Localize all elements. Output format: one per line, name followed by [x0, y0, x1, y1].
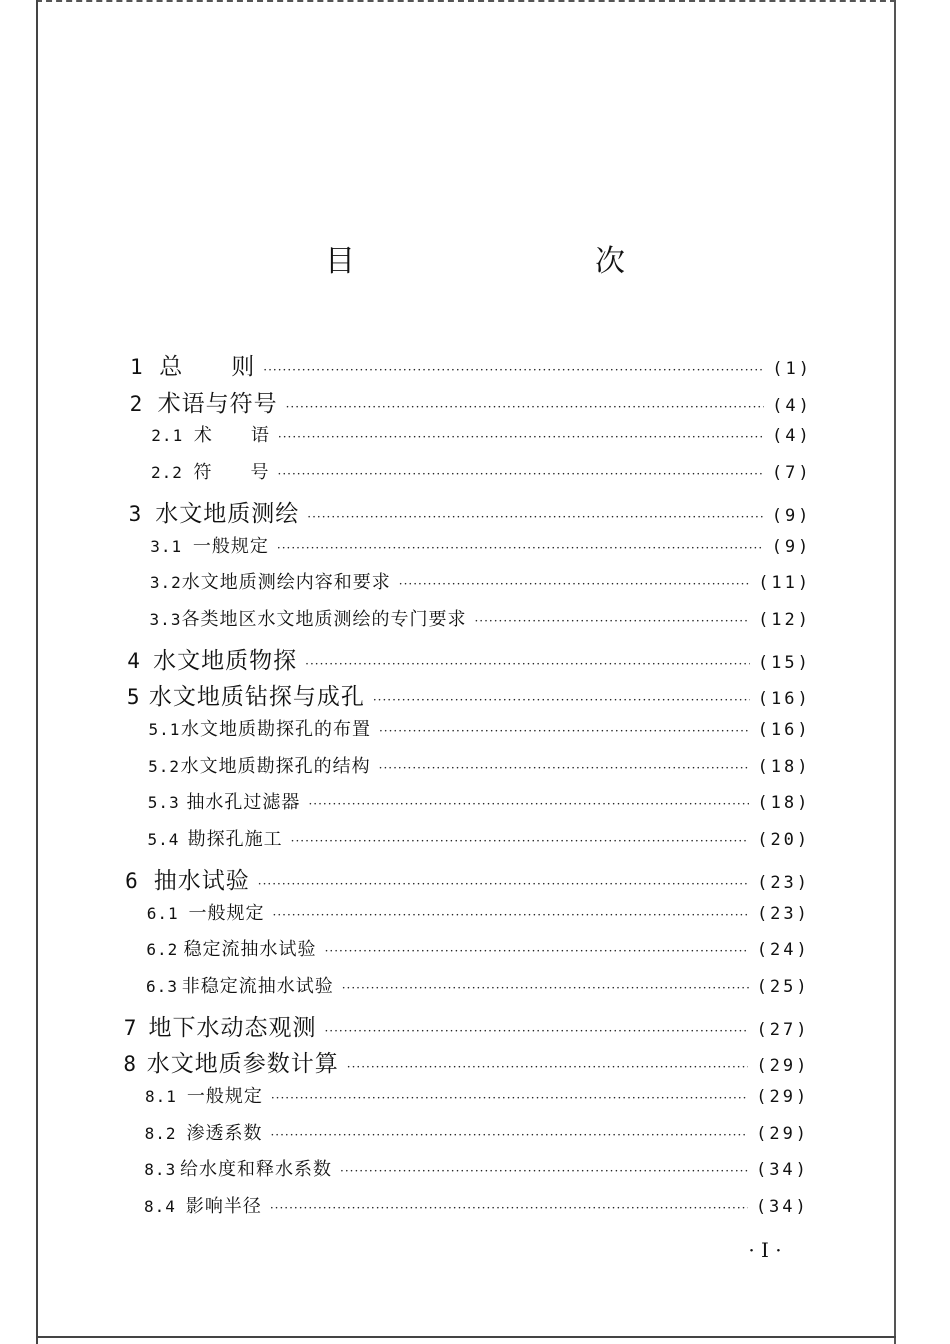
- toc-entry-page: (1): [772, 359, 812, 379]
- toc-entry-title: 一般规定: [186, 1086, 263, 1107]
- toc-entry-number: 4: [127, 648, 140, 673]
- toc-entry-title: 一般规定: [188, 902, 265, 924]
- toc-dot-leader: [278, 467, 764, 481]
- toc-entry-number: 6.3: [146, 976, 178, 996]
- toc-subentry: [150, 605, 811, 641]
- toc-dot-leader: [324, 1024, 748, 1038]
- toc-subentry: [146, 972, 810, 1008]
- scan-border-top: [36, 0, 896, 2]
- toc-dot-leader: [373, 693, 750, 707]
- toc-entry-page: (4): [772, 395, 812, 416]
- toc-subentry: [148, 788, 811, 824]
- toc-subentry: [147, 899, 810, 935]
- toc-entry-number: 5: [126, 685, 140, 710]
- toc-entry-number: 3.1: [150, 536, 183, 556]
- toc-entry-number: 3.3: [149, 609, 182, 629]
- toc-entry-title: 各类地区水文地质测绘的专门要求: [181, 608, 467, 630]
- toc-dot-leader: [325, 944, 749, 958]
- toc-subentry: [146, 935, 809, 971]
- toc-entry-title: 水文地质勘探孔的布置: [180, 719, 371, 740]
- page-folio: · I ·: [748, 1238, 782, 1262]
- toc-subentry: [145, 1119, 809, 1155]
- toc-subentry: [147, 825, 810, 861]
- toc-entry-page: (29): [756, 1087, 810, 1107]
- toc-entry-title: 术 语: [193, 425, 270, 447]
- toc-entry: [127, 642, 811, 678]
- toc-entry-number: 6: [125, 868, 138, 893]
- toc-subentry: [144, 1155, 809, 1191]
- toc-entry-title: 抽水孔过滤器: [186, 792, 301, 814]
- toc-entry-number: 2.2: [150, 463, 183, 483]
- page-title: 目 次: [325, 244, 685, 279]
- toc-dot-leader: [277, 541, 764, 555]
- toc-entry-number: 8.1: [145, 1087, 177, 1106]
- toc-entry-page: (25): [756, 976, 810, 997]
- toc-entry-page: (34): [755, 1160, 809, 1181]
- toc-entry-title: 水文地质钻探与成孔: [148, 684, 365, 711]
- toc-entry: [130, 385, 812, 421]
- toc-subentry: [148, 752, 810, 788]
- toc-entry-page: (7): [771, 463, 812, 484]
- toc-subentry: [144, 1192, 809, 1228]
- toc-entry-number: 2.1: [151, 426, 184, 446]
- toc-entry-page: (29): [756, 1056, 810, 1077]
- toc-entry-page: (12): [758, 609, 812, 630]
- toc-dot-leader: [270, 1201, 748, 1215]
- toc-entry-number: 3: [128, 501, 142, 526]
- toc-entry-title: 总 则: [159, 354, 256, 380]
- toc-entry: [124, 1009, 810, 1045]
- toc-entry-page: (34): [755, 1197, 809, 1218]
- toc-subentry: [145, 1082, 809, 1118]
- toc-dot-leader: [278, 430, 764, 444]
- toc-entry-title: 抽水试验: [153, 867, 250, 894]
- toc-subentry: [150, 568, 811, 604]
- toc-subentry: [151, 458, 812, 494]
- toc-entry-title: 水文地质测绘内容和要求: [181, 572, 391, 594]
- scan-border-left: [36, 0, 38, 1344]
- toc-entry-number: 5.3: [147, 793, 180, 813]
- toc-dot-leader: [308, 797, 749, 811]
- toc-dot-leader: [273, 908, 749, 922]
- toc-dot-leader: [291, 834, 750, 848]
- scan-border-right: [894, 0, 896, 1344]
- toc-entry-page: (23): [757, 872, 811, 893]
- toc-entry-page: (9): [771, 505, 812, 526]
- toc-entry-page: (27): [756, 1019, 810, 1040]
- toc-entry-number: 7: [123, 1015, 137, 1040]
- toc-entry-title: 非稳定流抽水试验: [181, 975, 334, 997]
- toc-entry: [123, 1045, 809, 1081]
- toc-entry: [130, 348, 812, 384]
- toc-entry-number: 6.2: [146, 940, 179, 960]
- toc-entry-number: 5.1: [148, 720, 181, 739]
- toc-entry-number: 8: [123, 1052, 136, 1077]
- toc-entry: [127, 678, 811, 714]
- toc-entry-page: (20): [757, 830, 811, 851]
- toc-entry-title: 水文地质参数计算: [146, 1051, 339, 1078]
- toc-entry-number: 6.1: [146, 903, 179, 923]
- toc-dot-leader: [379, 761, 750, 775]
- toc-entry-title: 影响半径: [185, 1196, 262, 1218]
- toc-entry-number: 8.3: [144, 1160, 177, 1180]
- toc-entry-title: 水文地质勘探孔的结构: [180, 755, 371, 777]
- toc-dot-leader: [263, 363, 764, 377]
- toc-dot-leader: [379, 724, 750, 738]
- toc-entry-title: 符 号: [193, 462, 270, 484]
- toc-entry-page: (11): [758, 573, 812, 594]
- toc-entry-number: 3.2: [149, 573, 182, 593]
- toc-entry-title: 给水度和释水系数: [180, 1159, 333, 1181]
- toc-entry-number: 1: [130, 355, 143, 379]
- toc-entry-page: (18): [757, 793, 811, 814]
- toc-entry-number: 5.2: [148, 756, 181, 776]
- toc-dot-leader: [342, 981, 749, 995]
- toc-subentry: [149, 715, 811, 751]
- toc-entry-title: 水文地质测绘: [155, 500, 300, 527]
- toc-dot-leader: [307, 510, 763, 524]
- toc-entry-page: (18): [757, 756, 811, 777]
- toc-entry-title: 术语与符号: [157, 390, 278, 417]
- toc-entry-page: (24): [756, 940, 810, 961]
- toc-dot-leader: [258, 877, 749, 891]
- toc-subentry: [150, 532, 811, 568]
- toc-dot-leader: [474, 614, 750, 628]
- toc-entry: [129, 495, 812, 531]
- toc-entry-page: (16): [757, 689, 811, 710]
- toc-entry-title: 渗透系数: [186, 1122, 263, 1144]
- toc-entry: [125, 862, 810, 898]
- toc-subentry: [151, 421, 811, 457]
- toc-entry-title: 勘探孔施工: [187, 829, 283, 851]
- toc-entry-page: (23): [756, 903, 810, 924]
- toc-dot-leader: [270, 1128, 748, 1142]
- toc-entry-title: 水文地质物探: [153, 647, 298, 674]
- toc-dot-leader: [399, 577, 750, 591]
- toc-entry-page: (29): [756, 1123, 810, 1144]
- toc-entry-number: 8.4: [143, 1197, 176, 1217]
- toc-entry-number: 8.2: [144, 1123, 177, 1143]
- toc-entry-page: (4): [771, 426, 812, 447]
- toc-dot-leader: [340, 1164, 748, 1178]
- toc-entry-page: (9): [771, 536, 812, 557]
- toc-entry-number: 5.4: [147, 830, 180, 850]
- toc-dot-leader: [305, 657, 750, 671]
- scan-border-bottom: [36, 1336, 896, 1338]
- toc-entry-title: 地下水动态观测: [148, 1014, 317, 1041]
- toc-entry-title: 稳定流抽水试验: [183, 939, 317, 961]
- toc-dot-leader: [347, 1060, 749, 1074]
- toc-dot-leader: [286, 400, 765, 414]
- toc-entry-title: 一般规定: [192, 535, 269, 557]
- toc-entry-number: 2: [129, 391, 143, 416]
- toc-entry-page: (15): [757, 652, 811, 673]
- toc-dot-leader: [271, 1091, 748, 1105]
- toc-entry-page: (16): [757, 720, 811, 740]
